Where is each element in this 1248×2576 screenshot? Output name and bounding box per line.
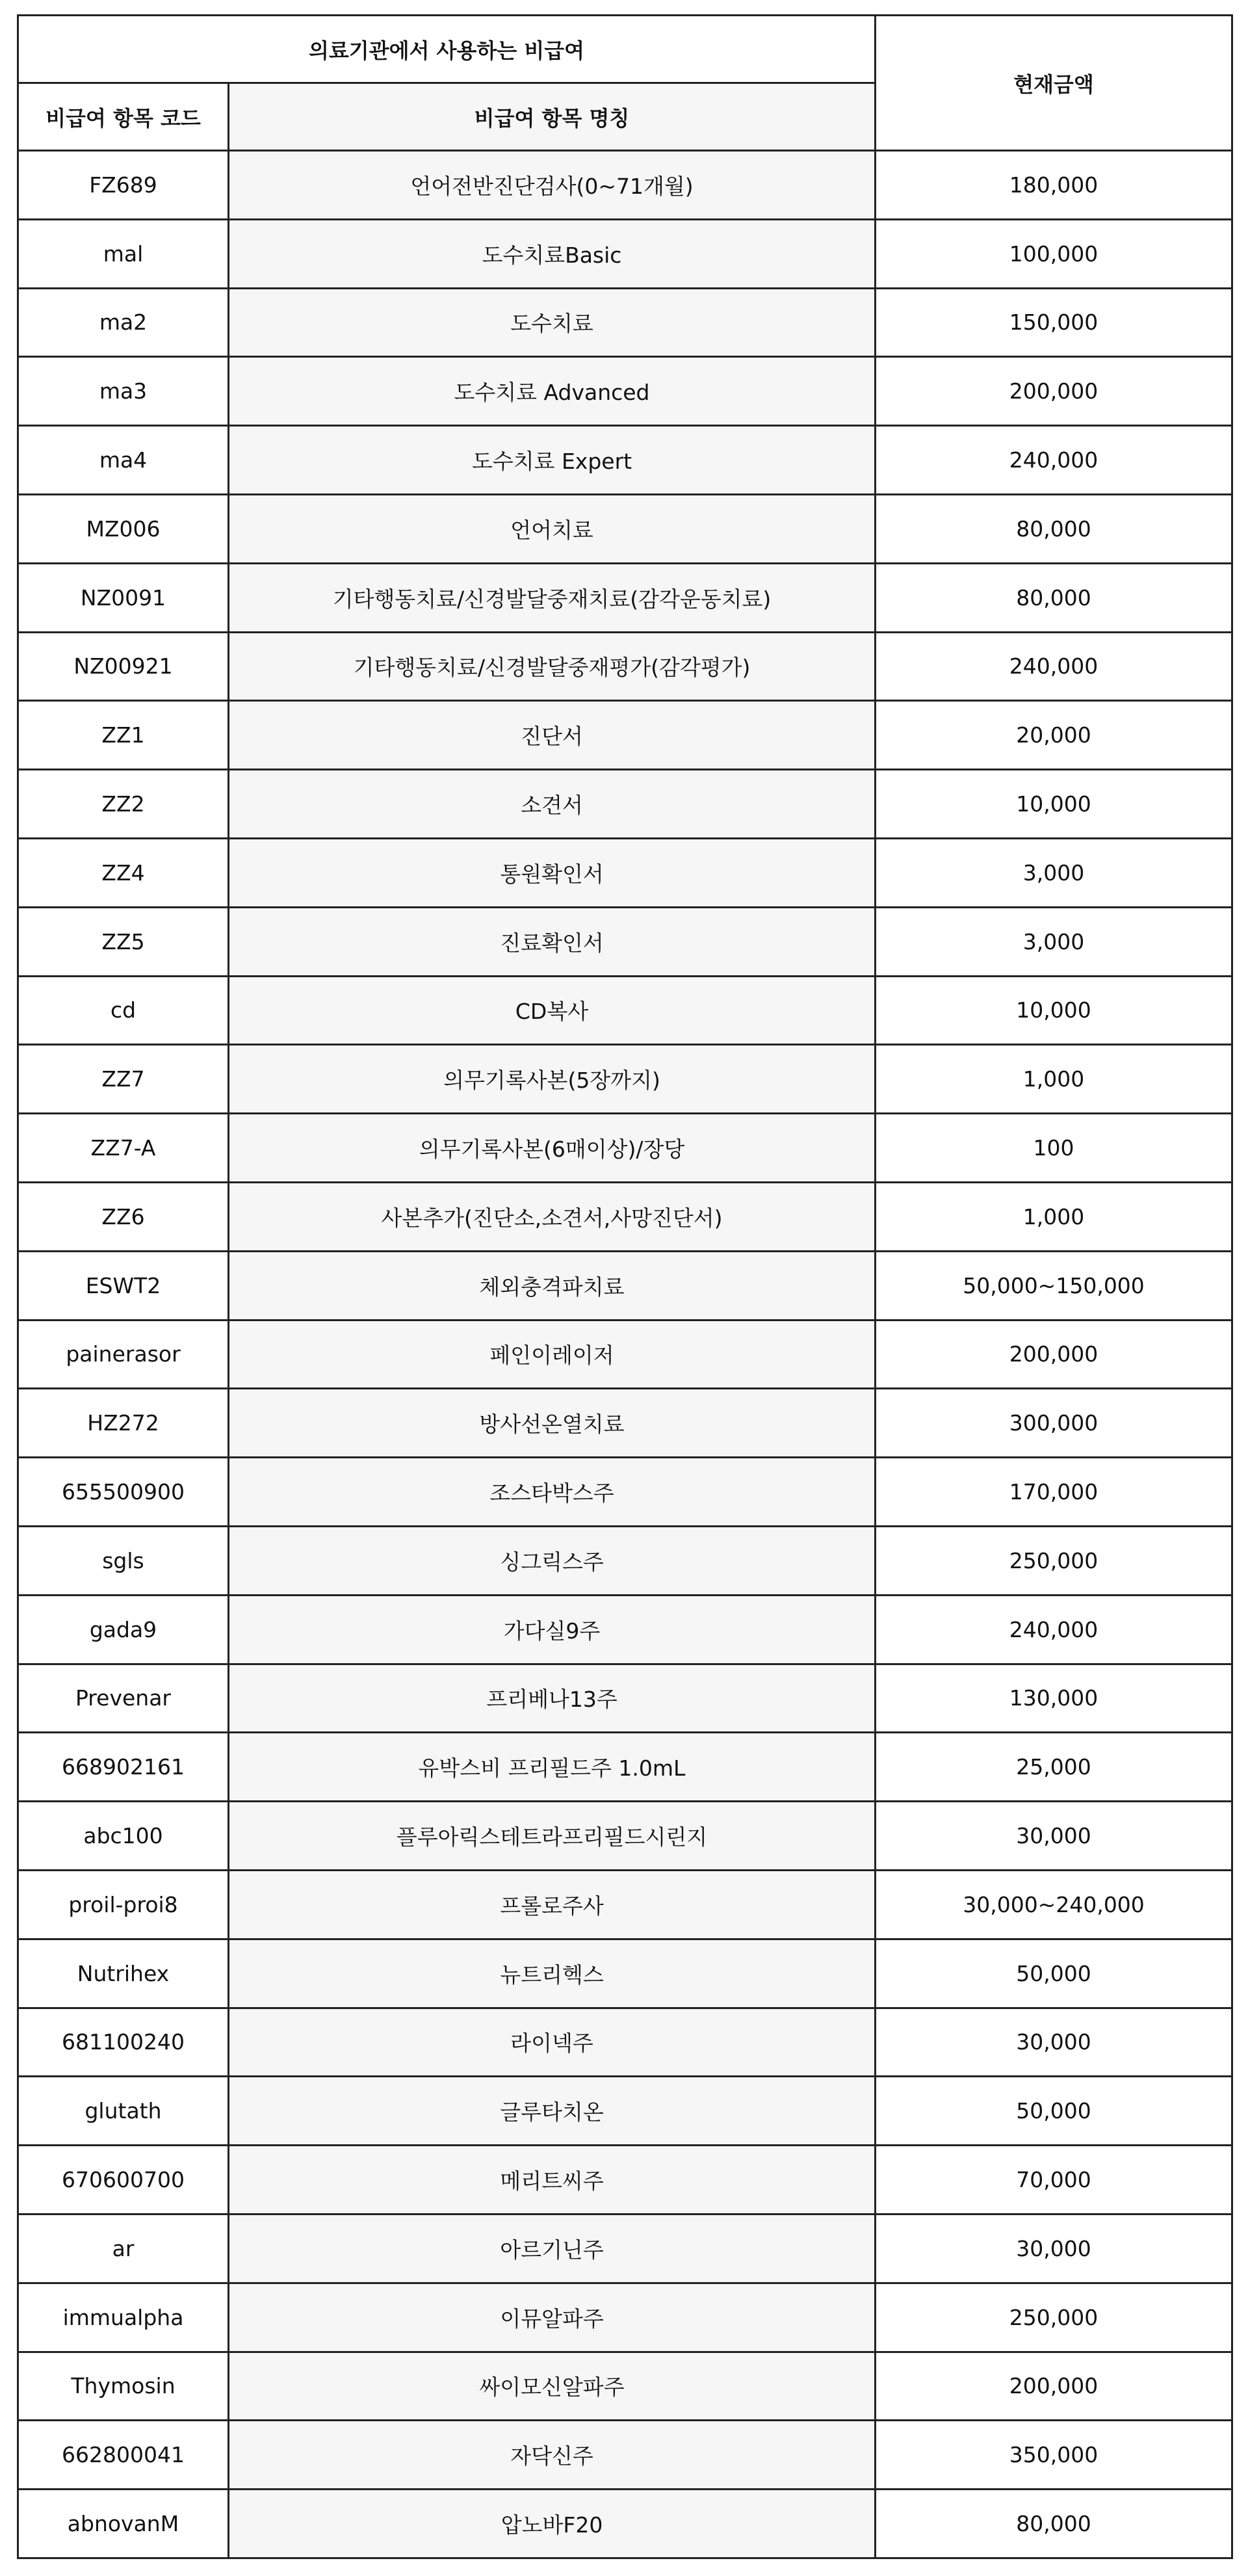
item-name-cell: 메리트씨주 bbox=[229, 2146, 876, 2215]
item-name-cell: 아르기닌주 bbox=[229, 2214, 876, 2283]
item-code-cell: glutath bbox=[18, 2077, 229, 2146]
item-code-cell: sgls bbox=[18, 1526, 229, 1595]
item-name-cell: 라이넥주 bbox=[229, 2008, 876, 2077]
item-amount-cell: 80,000 bbox=[876, 494, 1232, 563]
item-name-cell: 도수치료Basic bbox=[229, 219, 876, 288]
table-row bbox=[18, 426, 1232, 495]
item-name-cell: 조스타박스주 bbox=[229, 1458, 876, 1527]
item-code-cell: ma3 bbox=[18, 357, 229, 426]
item-code-cell: ZZ7 bbox=[18, 1045, 229, 1114]
item-code-cell: painerasor bbox=[18, 1320, 229, 1389]
table-row bbox=[18, 1733, 1232, 1802]
table-row bbox=[18, 838, 1232, 907]
table-row bbox=[18, 1114, 1232, 1183]
name-column-header: 비급여 항목 명칭 bbox=[229, 83, 876, 151]
item-name-cell: 의무기록사본(5장까지) bbox=[229, 1045, 876, 1114]
item-amount-cell: 240,000 bbox=[876, 632, 1232, 701]
item-amount-cell: 200,000 bbox=[876, 357, 1232, 426]
item-amount-cell: 30,000 bbox=[876, 2008, 1232, 2077]
item-amount-cell: 100 bbox=[876, 1114, 1232, 1183]
item-code-cell: mal bbox=[18, 219, 229, 288]
item-name-cell: 언어전반진단검사(0~71개월) bbox=[229, 151, 876, 220]
item-code-cell: HZ272 bbox=[18, 1389, 229, 1458]
table-row bbox=[18, 1870, 1232, 1939]
table-row bbox=[18, 2490, 1232, 2558]
item-amount-cell: 200,000 bbox=[876, 1320, 1232, 1389]
item-name-cell: 진료확인서 bbox=[229, 907, 876, 976]
item-amount-cell: 50,000 bbox=[876, 1939, 1232, 2008]
code-column-header: 비급여 항목 코드 bbox=[18, 83, 229, 151]
table-row bbox=[18, 1939, 1232, 2008]
table-row bbox=[18, 2421, 1232, 2490]
table-row bbox=[18, 1802, 1232, 1871]
item-name-cell: 뉴트리헥스 bbox=[229, 1939, 876, 2008]
item-code-cell: immualpha bbox=[18, 2283, 229, 2352]
item-name-cell: 도수치료 Expert bbox=[229, 426, 876, 495]
item-code-cell: NZ00921 bbox=[18, 632, 229, 701]
item-name-cell: 사본추가(진단소,소견서,사망진단서) bbox=[229, 1182, 876, 1251]
item-amount-cell: 10,000 bbox=[876, 770, 1232, 839]
item-name-cell: 소견서 bbox=[229, 770, 876, 839]
item-amount-cell: 50,000~150,000 bbox=[876, 1251, 1232, 1320]
item-code-cell: ZZ1 bbox=[18, 701, 229, 770]
item-name-cell: 도수치료 Advanced bbox=[229, 357, 876, 426]
item-code-cell: abc100 bbox=[18, 1802, 229, 1871]
table-row bbox=[18, 770, 1232, 839]
item-amount-cell: 3,000 bbox=[876, 907, 1232, 976]
item-amount-cell: 170,000 bbox=[876, 1458, 1232, 1527]
item-code-cell: proil-proi8 bbox=[18, 1870, 229, 1939]
item-name-cell: 가다실9주 bbox=[229, 1595, 876, 1664]
fee-table-container bbox=[17, 14, 1231, 2559]
item-amount-cell: 240,000 bbox=[876, 426, 1232, 495]
item-code-cell: 655500900 bbox=[18, 1458, 229, 1527]
item-amount-cell: 80,000 bbox=[876, 563, 1232, 632]
table-row bbox=[18, 1251, 1232, 1320]
item-amount-cell: 50,000 bbox=[876, 2077, 1232, 2146]
item-code-cell: FZ689 bbox=[18, 151, 229, 220]
item-name-cell: 압노바F20 bbox=[229, 2490, 876, 2558]
item-amount-cell: 25,000 bbox=[876, 1733, 1232, 1802]
item-code-cell: Nutrihex bbox=[18, 1939, 229, 2008]
table-row bbox=[18, 976, 1232, 1045]
item-name-cell: 자닥신주 bbox=[229, 2421, 876, 2490]
item-code-cell: 670600700 bbox=[18, 2146, 229, 2215]
table-row bbox=[18, 357, 1232, 426]
item-name-cell: 프리베나13주 bbox=[229, 1664, 876, 1733]
item-code-cell: ar bbox=[18, 2214, 229, 2283]
item-amount-cell: 20,000 bbox=[876, 701, 1232, 770]
table-row bbox=[18, 2352, 1232, 2421]
table-row bbox=[18, 1389, 1232, 1458]
item-name-cell: 기타행동치료/신경발달중재평가(감각평가) bbox=[229, 632, 876, 701]
item-name-cell: 도수치료 bbox=[229, 288, 876, 357]
item-amount-cell: 1,000 bbox=[876, 1045, 1232, 1114]
item-name-cell: 플루아릭스테트라프리필드시린지 bbox=[229, 1802, 876, 1871]
item-code-cell: ZZ4 bbox=[18, 838, 229, 907]
item-amount-cell: 30,000~240,000 bbox=[876, 1870, 1232, 1939]
table-row bbox=[18, 1320, 1232, 1389]
table-row bbox=[18, 1526, 1232, 1595]
table-body bbox=[18, 151, 1232, 2558]
table-row bbox=[18, 1664, 1232, 1733]
item-amount-cell: 150,000 bbox=[876, 288, 1232, 357]
amount-column-header: 현재금액 bbox=[876, 16, 1232, 151]
item-name-cell: 싱그릭스주 bbox=[229, 1526, 876, 1595]
item-amount-cell: 250,000 bbox=[876, 2283, 1232, 2352]
table-row bbox=[18, 151, 1232, 220]
item-name-cell: 유박스비 프리필드주 1.0mL bbox=[229, 1733, 876, 1802]
item-amount-cell: 200,000 bbox=[876, 2352, 1232, 2421]
item-code-cell: 662800041 bbox=[18, 2421, 229, 2490]
item-code-cell: Prevenar bbox=[18, 1664, 229, 1733]
item-amount-cell: 350,000 bbox=[876, 2421, 1232, 2490]
item-code-cell: gada9 bbox=[18, 1595, 229, 1664]
table-header-row bbox=[18, 16, 1232, 83]
table-row bbox=[18, 288, 1232, 357]
item-code-cell: Thymosin bbox=[18, 2352, 229, 2421]
item-code-cell: cd bbox=[18, 976, 229, 1045]
item-amount-cell: 180,000 bbox=[876, 151, 1232, 220]
non-covered-fee-table bbox=[17, 14, 1233, 2559]
item-name-cell: 이뮤알파주 bbox=[229, 2283, 876, 2352]
item-code-cell: MZ006 bbox=[18, 494, 229, 563]
item-name-cell: 의무기록사본(6매이상)/장당 bbox=[229, 1114, 876, 1183]
item-amount-cell: 10,000 bbox=[876, 976, 1232, 1045]
table-row bbox=[18, 2008, 1232, 2077]
item-name-cell: 페인이레이저 bbox=[229, 1320, 876, 1389]
item-amount-cell: 80,000 bbox=[876, 2490, 1232, 2558]
item-name-cell: 체외충격파치료 bbox=[229, 1251, 876, 1320]
item-code-cell: ZZ5 bbox=[18, 907, 229, 976]
item-code-cell: 668902161 bbox=[18, 1733, 229, 1802]
item-code-cell: ma4 bbox=[18, 426, 229, 495]
table-row bbox=[18, 632, 1232, 701]
item-name-cell: 언어치료 bbox=[229, 494, 876, 563]
item-amount-cell: 300,000 bbox=[876, 1389, 1232, 1458]
item-amount-cell: 1,000 bbox=[876, 1182, 1232, 1251]
group-header: 의료기관에서 사용하는 비급여 bbox=[18, 16, 876, 83]
item-amount-cell: 70,000 bbox=[876, 2146, 1232, 2215]
item-amount-cell: 3,000 bbox=[876, 838, 1232, 907]
item-amount-cell: 130,000 bbox=[876, 1664, 1232, 1733]
item-code-cell: ZZ6 bbox=[18, 1182, 229, 1251]
table-row bbox=[18, 907, 1232, 976]
item-name-cell: 프롤로주사 bbox=[229, 1870, 876, 1939]
table-row bbox=[18, 1458, 1232, 1527]
item-name-cell: 싸이모신알파주 bbox=[229, 2352, 876, 2421]
item-code-cell: ZZ2 bbox=[18, 770, 229, 839]
item-code-cell: ESWT2 bbox=[18, 1251, 229, 1320]
item-code-cell: 681100240 bbox=[18, 2008, 229, 2077]
item-amount-cell: 250,000 bbox=[876, 1526, 1232, 1595]
item-code-cell: NZ0091 bbox=[18, 563, 229, 632]
item-name-cell: CD복사 bbox=[229, 976, 876, 1045]
table-row bbox=[18, 2283, 1232, 2352]
item-name-cell: 진단서 bbox=[229, 701, 876, 770]
table-row bbox=[18, 219, 1232, 288]
table-row bbox=[18, 2146, 1232, 2215]
item-name-cell: 통원확인서 bbox=[229, 838, 876, 907]
item-name-cell: 글루타치온 bbox=[229, 2077, 876, 2146]
item-amount-cell: 30,000 bbox=[876, 2214, 1232, 2283]
table-row bbox=[18, 563, 1232, 632]
table-row bbox=[18, 2077, 1232, 2146]
item-code-cell: ZZ7-A bbox=[18, 1114, 229, 1183]
item-amount-cell: 240,000 bbox=[876, 1595, 1232, 1664]
item-code-cell: ma2 bbox=[18, 288, 229, 357]
item-name-cell: 방사선온열치료 bbox=[229, 1389, 876, 1458]
table-row bbox=[18, 494, 1232, 563]
table-row bbox=[18, 701, 1232, 770]
item-code-cell: abnovanM bbox=[18, 2490, 229, 2558]
table-row bbox=[18, 1045, 1232, 1114]
item-name-cell: 기타행동치료/신경발달중재치료(감각운동치료) bbox=[229, 563, 876, 632]
table-row bbox=[18, 2214, 1232, 2283]
table-row bbox=[18, 1182, 1232, 1251]
table-row bbox=[18, 1595, 1232, 1664]
item-amount-cell: 30,000 bbox=[876, 1802, 1232, 1871]
item-amount-cell: 100,000 bbox=[876, 219, 1232, 288]
